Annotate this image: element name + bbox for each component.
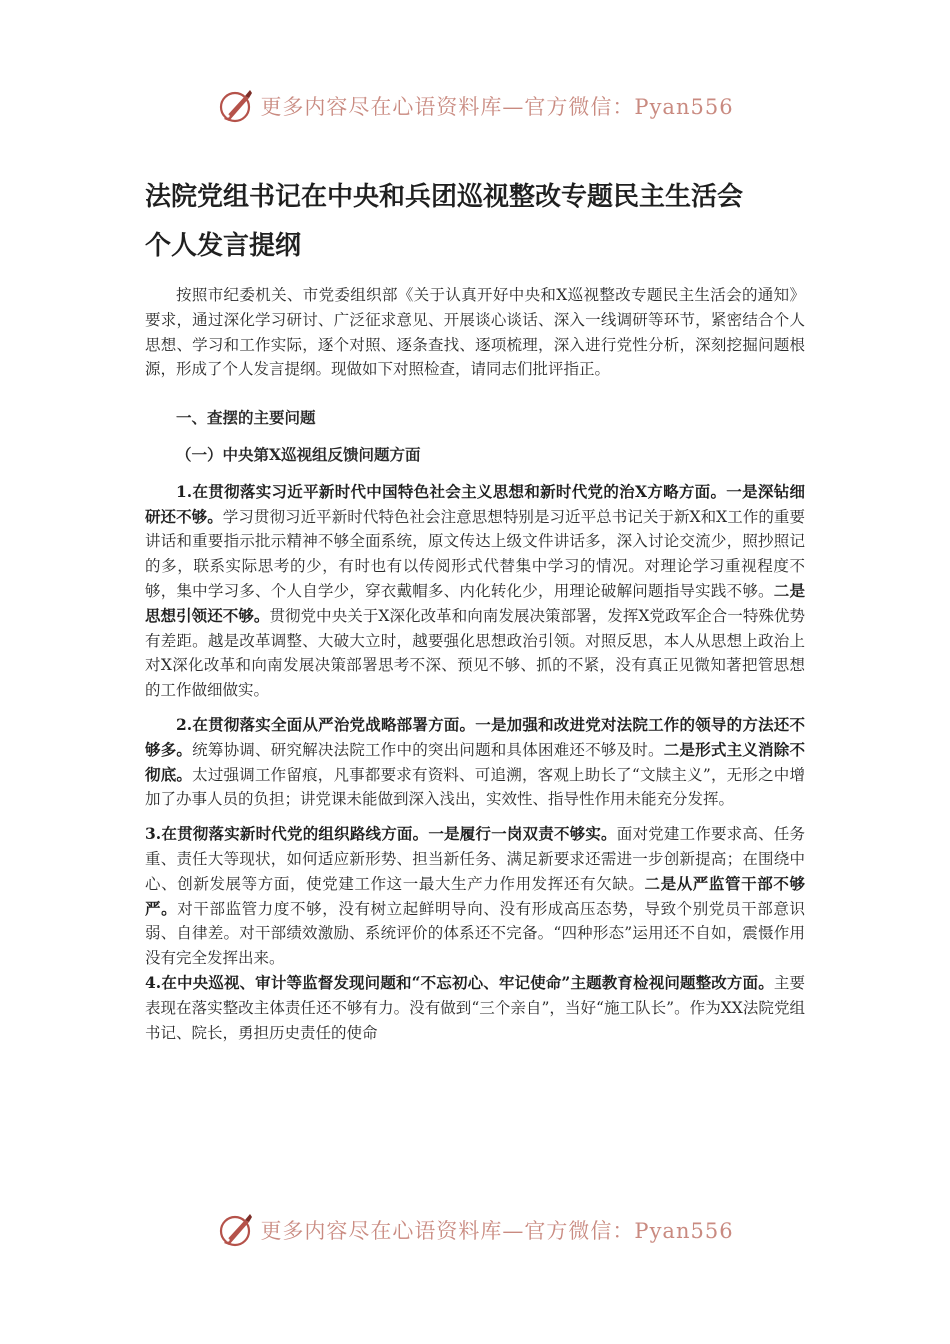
item-4-heading: 4.在中央巡视、审计等监督发现问题和“不忘初心、牢记使命”主题教育检视问题整改方面。 xyxy=(145,972,774,992)
item-1-text-a: 学习贯彻习近平新时代特色社会注意思想特别是习近平总书记关于新X和X工作的重要讲话和重要指示批示精神不够全面系统，原文传达上级文件讲话多，深入讨论交流少，照抄照记的多，联系实际思考的少，有时也有以传阅形式代替集中学习的情况。对理论学习重视程度不够，集中学习多、个人自学少，穿衣戴帽多、内化转化少，用理论破解问题指导实践不够。 xyxy=(145,507,805,600)
item-3-paragraph xyxy=(145,822,805,971)
item-2-point-2: 二是形式主义消除不彻底。 xyxy=(145,739,805,784)
intro-paragraph: 按照市纪委机关、市党委组织部《关于认真开好中央和X巡视整改专题民主生活会的通知》要求，通过深化学习研讨、广泛征求意见、开展谈心谈话、深入一线调研等环节，紧密结合个人思想、学习和工作实际，逐个对照、逐条查找、逐项梳理，深入进行党性分析，深刻挖掘问题根源，形成了个人发言提纲。现做如下对照检查，请同志们批评指正。 xyxy=(145,286,805,379)
watermark-text: 更多内容尽在心语资料库—官方微信：Pyan556 xyxy=(260,1219,734,1243)
item-1-heading: 1.在贯彻落实习近平新时代中国特色社会主义思想和新时代党的治X方略方面。一是深钻细研还不够。 xyxy=(145,481,805,526)
footer-watermark-banner xyxy=(0,1208,950,1252)
pen-logo-icon xyxy=(216,1210,256,1250)
item-1-paragraph xyxy=(145,480,805,703)
item-1-text-b: 贯彻党中央关于X深化改革和向南发展决策部署，发挥X党政军企合一特殊优势有差距。越是改革调整、大破大立时，越要强化思想政治引领。对照反思，本人从思想上政治上对X深化改革和向南发展决策部署思考不深、预见不够、抓的不紧，没有真正见微知著把管思想的工作做细做实。 xyxy=(145,606,805,700)
item-3-heading: 3.在贯彻落实新时代党的组织路线方面。一是履行一岗双责不够实。 xyxy=(145,824,617,844)
item-4-text-a: 主要表现在落实整改主体责任还不够有力。没有做到“三个亲自”，当好“施工队长”。作为XX法院党组书记、院长，勇担历史责任的使命 xyxy=(145,973,805,1042)
item-2-heading: 2.在贯彻落实全面从严治党战略部署方面。一是加强和改进党对法院工作的领导的方法还不够多。 xyxy=(145,714,805,759)
document-title-line1: 法院党组书记在中央和兵团巡视整改专题民主生活会 xyxy=(145,182,744,212)
item-2-text-b: 太过强调工作留痕，凡事都要求有资料、可追溯，客观上助长了“文牍主义”，无形之中增加了办事人员的负担；讲党课未能做到深入浅出，实效性、指导性作用未能充分发挥。 xyxy=(145,765,805,809)
item-2-text-a: 统筹协调、研究解决法院工作中的突出问题和具体困难还不够及时。 xyxy=(192,740,664,759)
item-4-paragraph xyxy=(145,971,805,1045)
item-3-point-2: 二是从严监管干部不够严。 xyxy=(145,873,805,918)
section-heading: 一、查摆的主要问题 xyxy=(176,409,316,428)
pen-logo-icon xyxy=(216,86,256,126)
item-3-text-b: 对干部监管力度不够，没有树立起鲜明导向、没有形成高压态势，导致个别党员干部意识弱、自律差。对干部绩效激励、系统评价的体系还不完备。“四种形态”运用还不自如，震慑作用没有完全发挥出来。 xyxy=(145,899,805,968)
watermark-text: 更多内容尽在心语资料库—官方微信：Pyan556 xyxy=(260,95,734,119)
item-2-paragraph xyxy=(145,713,805,812)
item-1-point-2: 二是思想引领还不够。 xyxy=(145,580,805,625)
header-watermark-banner xyxy=(0,84,950,128)
document-title-line2: 个人发言提纲 xyxy=(145,231,302,261)
subsection-heading: （一）中央第X巡视组反馈问题方面 xyxy=(176,444,421,464)
document-body xyxy=(145,283,805,1045)
item-3-text-a: 面对党建工作要求高、任务重、责任大等现状，如何适应新形势、担当新任务、满足新要求还需进一步创新提高；在围绕中心、创新发展等方面，使党建工作这一最大生产力作用发挥还有欠缺。 xyxy=(145,825,805,893)
